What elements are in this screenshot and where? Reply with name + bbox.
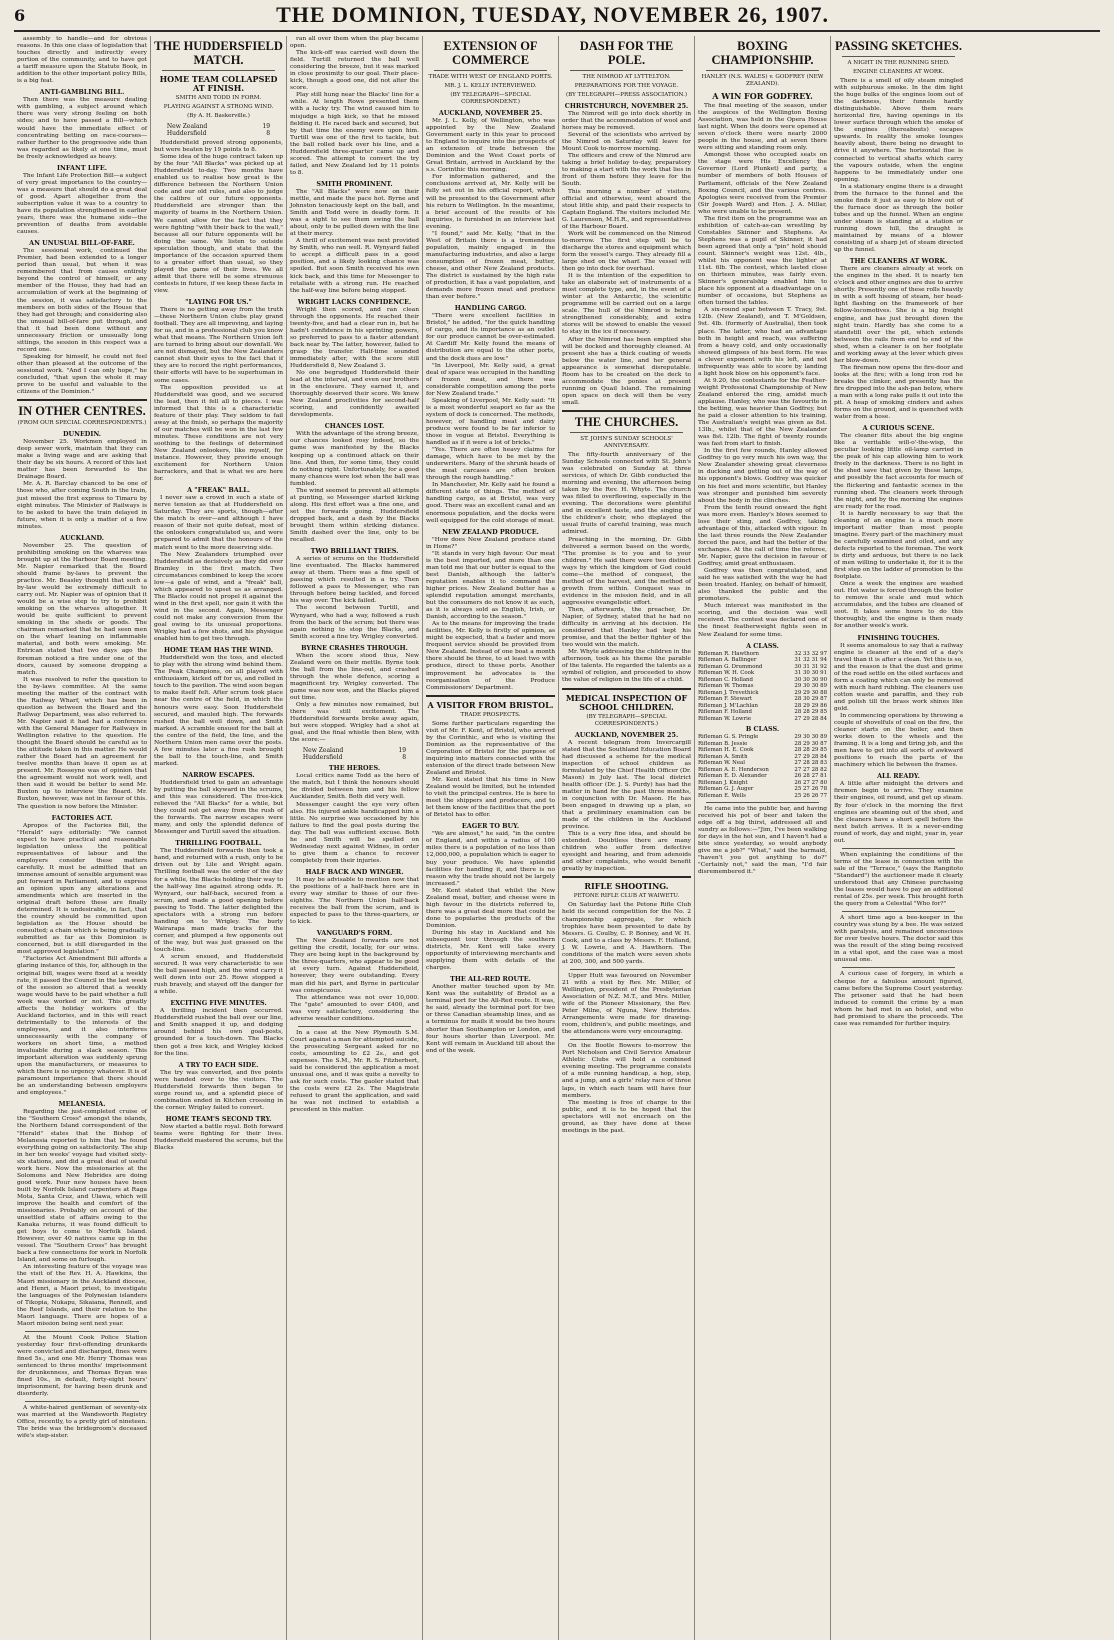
paragraph: Now started a battle royal. Both forward teams were fighting for their lives. Huddersfield mastered the scrums, but the Blacks <box>154 1123 283 1152</box>
shooter-name: Rifleman C. Holland <box>698 676 753 683</box>
subheading: HOME TEAM'S SECOND TRY. <box>165 1114 272 1123</box>
column-4 <box>422 36 558 1640</box>
shooter-score: 29 30 30 89 <box>794 683 827 690</box>
paragraph: A white-haired gentleman of seventy-six was married at the Wandsworth Registry Office, recently, to a pretty girl of nineteen. The bride was the bridegroom's deceased wife's step-sister. <box>17 1405 147 1440</box>
divider <box>842 56 955 57</box>
masthead <box>14 0 1100 32</box>
paragraph: Wright then scored, and ran clean through the opponents. He reached their twenty-five, and had a clear run in, but he hadn't confidence in his sprinting powers, so preferred to pass to a faster attendant back near by. The latter, however, failed to grasp the transfer. Half-time sounded immediately after, with the score still Huddersfield 8, New Zealand 3. <box>290 306 419 370</box>
paragraph: A scrum ensued, and Huddersfield secured. It was very characteristic to see the ball passed high, and the wind carry it well down into our 25. Rowe stopped a rush bravely, and stayed off the danger for a while. <box>154 954 283 996</box>
paragraph: It is hardly necessary to say that the cleaning of an engine is a much more important matter than most people imagine. Every part of the machinery must be carefully examined and oiled, and any defects reported to the foreman. The work is dirty and arduous, but there is no lack of men willing to undertake it, for it is the first step on the ladder of promotion to the footplate. <box>834 510 963 581</box>
result-row <box>698 773 827 780</box>
paragraph: The attendance was not over 10,000. The "gate" amounted to over £400, and was very satisfactory, considering the adverse weather conditions. <box>290 994 419 1022</box>
divider <box>17 399 147 401</box>
subheading: AUCKLAND. <box>59 533 104 542</box>
subheading: ANTI-GAMBLING BILL. <box>39 88 125 97</box>
paragraph: Then there was the measure dealing with gambling, a subject around which there was very strong feeling on both sides; and to have passed a Bill—which would have the immediate effect of concentrating betting on race-courses—rather further to the progressive side than was regarded as likely at one time, must be freely acknowledged as heavy. <box>17 97 147 160</box>
paragraph: Speaking for himself, he could not feel other than pleased at the outcome of the sessional work. "And I can only hope," he concluded, "that upon the whole it may prove to be useful and valuable to the citizens of the Dominion." <box>17 353 147 396</box>
paragraph: Mr. Kent stated that his time in New Zealand would be limited, but he intended to visit the principal centres. He is here to meet the shippers and producers, and to let them know of the facilities that the port of Bristol has to offer. <box>426 777 555 819</box>
subheading: B CLASS. <box>745 725 780 734</box>
paragraph: The New Zealanders triumphed over Huddersfield as decisively as they did over Bramley in the first match. Two circumstances combined to keep the score low—a gale of wind, and a "freak" ball, which appeared to upset us as arranged. The Blacks could not propel it against the wind in the first spell, nor gain it with the wind in the second. Again, Messenger could not make any conversion from the goal owing to its unusual proportions. Wrigley had a few shots, and his physique enabled him to get two through. <box>154 551 283 643</box>
shooter-score: 25 27 26 78 <box>794 786 827 793</box>
article-title: BOXING CHAMPIONSHIP. <box>711 39 814 67</box>
shooter-score: 28 29 29 86 <box>794 702 827 709</box>
article-title: THE HUDDERSFIELD MATCH. <box>154 39 283 67</box>
article-title: A VISITOR FROM BRISTOL. <box>427 699 554 710</box>
score-row: New Zealand 19 <box>166 123 271 130</box>
dek: HOME TEAM COLLAPSED AT FINISH. <box>159 74 278 93</box>
paragraph: Amongst those who occupied seats on the stage were His Excellency the Governor (Lord Plunket) and party, a number of members of both Houses of Parliament, officials of the New Zealand Boxing Council, and the various centres. Apologies were received from the Premier (Sir Joseph Ward) and Hon. J. A. Millar, who were unable to be present. <box>698 152 827 215</box>
score-row: Huddersfield 8 <box>166 130 271 137</box>
subheading: "LAYING FOR US." <box>185 298 252 307</box>
paragraph: Mr. A. R. Barclay chanced to be one of those who, after coming South in the train, just missed the first express to Timaru by eight minutes. The Minister of Railways is to be asked to have the train delayed in future, when it is only a matter of a few minutes. <box>17 481 147 530</box>
paragraph: From the tenth round onward the fight was more even. Hanley's blows seemed to lose their sting, and Godfrey, taking advantage of this, attacked with vigour. In the last three rounds the New Zealander forced the pace, and had the better of the exchanges. At the call of time the referee, Mr. Napier, gave the decision in favour of Godfrey, amid great enthusiasm. <box>698 504 827 568</box>
paragraph: It may be advisable to mention now that the positions of a half-back here are in every way similar to those of our five-eighths. The Northern Union half-back receives the ball from the scrum, and is expected to pass to the three-quarters, or to kick. <box>290 876 419 926</box>
newspaper-title: THE DOMINION, TUESDAY, NOVEMBER 26, 1907. <box>276 2 830 27</box>
paragraph: Godfrey was then congratulated, and said he was satisfied with the way he had been treated. Hanley, on behalf of himself, also thanked the public and the promoters. <box>698 568 827 603</box>
column-7 <box>830 36 966 1640</box>
paragraph: November 25. The question of prohibiting smoking on the wharves was brought up at the Harbour Board meeting. Mr. Napier remarked that the Board should frame by-laws to prevent the practice. Mr. Beasley thought that such a by-law would be extremely difficult to carry out. Mr. Napier was of opinion that it would be a wise step to try to prohibit smoking on the wharves altogether. It would be quite sufficient to prevent smoking in the sheds or goods. The chairman remarked that he had seen men on the wharf leaning on inflammable material, and both were smoking. Mr. Entrican stated that two days ago the foreman noticed a fire under one of the doors, caused by someone dropping a match. <box>17 542 147 676</box>
paragraph: The New Zealand forwards are not getting the credit, locally, for our wins. They are being kept in the background by the three-quarters, who appear to be good at every turn. Against Huddersfield, however, they were outstanding. Every man did his part, and Byrne in particular was conspicuous. <box>290 938 419 994</box>
divider <box>562 410 691 412</box>
shooter-score: 31 30 30 91 <box>794 670 827 677</box>
paragraph: A series of scrums on the Huddersfield line eventuated. The Blacks hammered away at them. There was a fine spell of passing which resulted in a try. Then followed a pass to Messenger, who ran through before being tackled, and forced his way over. The kick failed. <box>290 556 419 605</box>
paragraph: The opposition provided us at Huddersfield was good, and we secured the lead, then it fell all to pieces. I was informed that this is a characteristic feature of their play. They seldom to fail away at the finish, so perhaps the majority of our matches will be won in the last few minutes. These conditions are not very soothing to the feelings of determined New Zealand onlookers, like myself, for instance. However, they provide enough excitement for Northern Union barrackers, and that is what we are here for. <box>154 384 283 483</box>
subheading: FINISHING TOUCHES. <box>857 633 940 642</box>
shooter-name: Rifleman J. Trevethick <box>698 689 759 696</box>
divider <box>842 967 955 968</box>
paragraph: The first item on the programme was an exhibition of catch-as-can wrestling by Constables Skinner and Stephens. As Stephens was a pupil of Skinner, it had been agreed that only a "pin" hold should count. Skinner's weight was 12st. 4lb., whilst his opponent was the lighter at 11st. 6lb. The contest, which lasted close on thirteen minutes, was fairly even. Skinner's generalship enabled him to place his opponent at a disadvantage on a number of occasions, but Stephens as often turned the tables. <box>698 215 827 307</box>
paragraph: The kick-off was carried well down the field. Turtill returned the ball well considering the breeze, but it was marked in close proximity to our goal. Their place-kick, though a good one, did not alter the score. <box>290 50 419 92</box>
score-table <box>303 747 406 761</box>
paragraph: When the score stood thus, New Zealand were on their mettle. Byrne took the ball from the line-out, and crashed through the whole defence, scoring a magnificent try. Wrigley converted. The game was now won, and the Blacks played out time. <box>290 652 419 701</box>
paragraph: Local critics name Todd as the hero of the match, but I think the honours should be divided between him and his fellow Aucklander, Smith. Both did very well. <box>290 773 419 801</box>
shooter-score: 27 29 28 84 <box>794 715 827 722</box>
paragraph: Apropos of the Factories Bill, the "Herald" says editorially: "We cannot expect to have practical and reasonable legislation unless the political representatives of labour and the employers consider these matters carefully. It must be admitted that an immense amount of sensible argument was put forward in Parliament, and to express an opinion upon any alterations and amendments which are inserted in the original draft before these are finally determined. It is undesirable, in fact, that the country should be committed upon legislation as the House should be consulted; a chain which is being gradually submitted as far as this Dominion is concerned, but is still disregarded in the most approved legislation." <box>17 822 147 956</box>
shooter-name: Rifleman B. Jessie <box>698 740 748 747</box>
subheading: THRILLING FOOTBALL. <box>175 839 262 848</box>
subheading: TWO BRILLIANT TRIES. <box>310 547 399 556</box>
paragraph: In a case at the New Plymouth S.M. Court against a man for attempted suicide, the prosecuting Sergeant asked for no costs, amounting to £2 2s., and got expenses. The S.M., Mr. R. S. Fitzherbert, said he considered the application a most unusual one, and it was quite a novelty to ask for such costs. The gaoler stated that the costs were £2 2s. The Magistrate refused to grant the application, and said he was not inclined to establish a precedent in this matter. <box>290 1029 419 1114</box>
paragraph: The final meeting of the season, under the auspices of the Wellington Boxing Association, was held in the Opera House last night. When the doors were opened at seven o'clock there were nearly 2000 people in the house, and at seven there were sitting and standing room only. <box>698 103 827 152</box>
score-row: Huddersfield 8 <box>302 754 407 762</box>
shooter-score: 28 29 30 87 <box>794 740 827 747</box>
subheading: A CURIOUS SCENE. <box>862 424 935 433</box>
subheading: A TRY TO EACH SIDE. <box>178 1060 259 1069</box>
columns <box>14 36 1100 1640</box>
paragraph: An interesting feature of the voyage was the visit of the Rev. H. A. Hawkins, the Maori missionary in the Auckland diocese, and Henri, a Maori priest, to investigate the languages of the Polynesian islanders of Tikopia, Nukapu, Sikaiana, Rennell, and the Reef Islands, and their relation to the Maori language. There are hopes of a Maori mission being sent next year. <box>17 1264 147 1327</box>
shooter-score: 25 26 26 77 <box>794 792 827 799</box>
paragraph: The Nimrod will go into dock shortly in order that the accommodation of wool and horses may be removed. <box>562 111 691 132</box>
shooter-score: 29 29 30 88 <box>794 689 827 696</box>
divider <box>562 688 691 690</box>
subheading: A CLASS. <box>746 641 779 650</box>
shooter-name: Rifleman A. E. Henderson <box>698 766 769 773</box>
paragraph: Play still hung near the Blacks' line for a while. At length Rowe presented them with a lucky try. The wind caused him to misjudge a high kick, so that he missed fielding it. He raced back and secured, but by that time the enemy were upon him. Turtill was one of the first to tackle, but the ball rolled back over his line, and a Huddersfield three-quarter came up and scored. The attempt to convert the try failed, and New Zealand led by 11 points to 8. <box>290 92 419 176</box>
paragraph: "In Liverpool, Mr. Kelly said, a great deal of space was occupied in the handling of frozen meat, and there was considerable competition among the ports for New Zealand trade." <box>426 362 555 397</box>
shooter-score: 30 31 31 92 <box>794 663 827 670</box>
paragraph: Huddersfield tried to gain an advantage by putting the ball skyward in the scrums, and this was considered. The free-kick relieved the "All Blacks" for a while, but they could not get away from the rush of the forwards. The narrow escapes were many, and only the splendid defence of Messenger and Turtill saved the situation. <box>154 779 283 836</box>
section-title: IN OTHER CENTRES. <box>18 404 146 419</box>
paragraph: The Infant Life Protection Bill—a subject of very great importance to the country—was a measure that should do a great deal of good. Apart altogether from the subscription value it was to a country to have its population strengthened in earlier years, there was the humane side—the prevention of deaths from avoidable causes. <box>17 172 147 236</box>
paragraph: "Yes. There are often heavy claims for damage, which have to be met by the underwriters. Many of the shrunk heads of the meat carcases are often broken through the rough handling." <box>426 447 555 482</box>
shooter-score: 32 33 32 97 <box>794 650 827 657</box>
dek: ENGINE CLEANERS AT WORK. <box>852 69 945 75</box>
divider <box>162 70 275 71</box>
score-table <box>167 123 270 137</box>
divider <box>562 876 691 878</box>
subheading: HALF BACK AND WINGER. <box>305 867 404 876</box>
paragraph: Work will be commenced on the Nimrod to-morrow. The first step will be to discharge the stores and equipment which form the vessel's cargo. They already fill a large shed on the wharf. The vessel will then go into dock for overhaul. <box>562 230 691 273</box>
shooter-score: 26 27 27 80 <box>794 779 827 786</box>
shooter-name: Rifleman A. Smith <box>698 753 748 760</box>
divider <box>570 432 683 433</box>
paragraph: The second between Turtill, and Wynyard, who had a way, followed a rush from the back of the scrum; but there was again nothing to stop the Blacks, and Smith scored a fine try. Wrigley converted. <box>290 605 419 640</box>
dek: ST. JOHN'S SUNDAY SCHOOLS' ANNIVERSARY. <box>580 435 673 449</box>
dek: (FROM OUR SPECIAL CORRESPONDENTS.) <box>17 420 147 427</box>
paragraph: November 25. Workmen employed in deep sewer work, maintain that they can make a living wage and are asking that their day be six hours. A record of this last matter has been forwarded to the Drainage Board. <box>17 439 147 481</box>
page-number: 6 <box>14 5 26 25</box>
paragraph: The Huddersfield forwards then took a hand, and returned with a rush, only to be driven out by Lile and Wright again. Thrilling football was the order of the day for a while, the Blacks holding their way to the half-way line against strong odds. R. Wynyard, our half-back, secured from a scrum, and made a good opening before passing to Todd. The latter delighted the spectators with a strong run before handing on to Wrigley. The burly Wairarapa man made tracks for the corner, and plumped a few opponents out of the way, but was just grassed on the touch-line. <box>154 848 283 953</box>
subheading: INFANT LIFE. <box>57 163 107 172</box>
paragraph: With the advantage of the strong breeze, our chances looked rosy indeed, so the game was manifested by the Blacks keeping up a continued attack on their line. And then, for some time, they could do nothing right. Unfortunately, for a good many chances were lost when the ball was fumbled. <box>290 431 419 487</box>
shooter-name: Rifleman G. Drummond <box>698 663 763 670</box>
shooter-score: 28 28 29 85 <box>794 747 827 754</box>
paragraph: There is no getting away from the truth—these Northern Union clubs play grand football. They are all improving, and laying for us, and in a professional club you know what that means. The Northern Union left are turned to bring about our downfall. We are not dismayed, but the New Zealanders cannot shut their eyes to the fact that if they are to record the right performances, their efforts will have to be superhuman in some cases. <box>154 307 283 384</box>
divider <box>706 70 819 71</box>
paragraph: When explaining the conditions of the terms of the lease in connection with the sale of the "Terrace," (says the Rangitoto "Standard") the auctioneer made it clearly understood that any Chinese purchasing the leases would have to pay an additional rental of 25s. per week. This brought forth the query from a Celestial "Who for?" <box>834 851 963 908</box>
paragraph: Much interest was manifested in the scoring, and the decision was well received. The contest was declared one of the finest featherweight fights seen in New Zealand for some time. <box>698 603 827 638</box>
dek: A NIGHT IN THE RUNNING SHED. <box>847 60 950 66</box>
paragraph: Some idea of the huge contract taken up by the four "All Blacks" was picked up at Huddersfield to-day. Two months have enabled us to realise how great is the difference between the Northern Union code and our old rules, and also to judge the calibre of our future opponents. Huddersfield are stronger than the majority of teams in the Northern Union. We cannot allow for the fact that they were fighting "with their back to the wall," because all our future opponents will be doing the same. We listen to outside speculation though, and state that the importance of the occasion spurred them to a greater effort than usual, so they played the game of their lives. We all admit that there will be some strenuous contests in future, if we keep these facts in view. <box>154 154 283 294</box>
shooter-name: Rifleman G. J. Auger <box>698 786 754 793</box>
shooter-score: 28 28 29 85 <box>794 709 827 716</box>
column-2 <box>150 36 286 1640</box>
paragraph: Mr. J. L. Kelly, of Wellington, who was appointed by the New Zealand Government early in this year to proceed to England to inquire into the prospects of an extension of trade between the Dominion and the West Coast ports of Great Britain, arrived in Auckland by the s.s. Corinthic this morning. <box>426 118 555 174</box>
paragraph: It seems anomalous to say that a railway engine is cleaner at the end of a day's travel than it is after a clean. Yet this is so, and the reason is that the dust and grime of the road settle on the oiled surfaces and form a coating which can only be removed with much hard rubbing. The cleaners use cotton waste and paraffin, and they rub and polish till the brass work shines like gold. <box>834 642 963 712</box>
paragraph: In a stationary engine there is a draught from the furnace to the funnel and the smoke finds it just as easy to blow out of the furnace door as through the boiler tubes and up the funnel. When an engine under steam is standing at a station or running down hill, the draught is maintained by means of a blower consisting of a sharp jet of steam directed up the funnel. <box>834 183 963 254</box>
dek: TRADE PROSPECTS. <box>460 711 521 718</box>
subheading: NEW ZEALAND PRODUCE. <box>442 527 539 536</box>
paragraph: The wind seemed to prevent all attempts at punting, so Messenger started kicking along. His first effort was a fine one, and set the forwards going. Huddersfield dropped back, and a dash by the Blacks brought them within striking distance. Smith dashed over the line, only to be recalled. <box>290 487 419 544</box>
divider <box>570 1039 683 1040</box>
shooter-name: Rifleman E. Wells <box>698 792 746 799</box>
paragraph: Only a few minutes now remained, but there was still excitement. The Huddersfield forwards broke away again, but were stopped. Wrigley had a shot at goal, and the final whistle then blew, with the score:— <box>290 702 419 744</box>
article-title: MEDICAL INSPECTION OF SCHOOL CHILDREN. <box>565 692 688 712</box>
paragraph: The meeting is free of charge to the public, and it is to be hoped that the spectators will not encroach on the ground, as they have done at these meetings in the past. <box>562 1099 691 1134</box>
paragraph: Mr. Kent stated that whilst the New Zealand meat, butter, and cheese were in high favour in the districts referred to, there was a great deal more that could be done to popularise the products of the Dominion. <box>426 887 555 929</box>
paragraph: A curious case of forgery, in which a cheque for a fabulous amount figured, came before the Supreme Court yesterday. The prisoner said that he had been induced to commit the crime by a man whom he had met in an hotel, and who had promised to share the proceeds. The case was remanded for further inquiry. <box>834 971 963 1027</box>
results-table-a <box>698 651 827 723</box>
divider <box>706 802 819 803</box>
subheading: VANGUARD'S FORM. <box>316 929 393 938</box>
paragraph: Regarding the just-completed cruise of the "Southern Cross" amongst the islands, the Northern Island correspondent of the "Herald" states that the Bishop of Melanesia reported to him that he found everything going on satisfactorily. The ship in her ten weeks' voyage had visited sixty-six stations, and did a great deal of useful work here. Now the missionaries at the Solomons and New Hebrides are doing good work. Four new houses have been built by Norfolk Island carpenters at Raga Mota, Santa Cruz, and Ulawa, which will improve the health and comfort of the missionaries. Probably on account of the unsettled state of affairs owing to the Kanaka returns, it was found difficult to get boys to come to Norfolk Island. However, over 40 natives came up in the vessel. The "Southern Cross" has brought back a few connections for work in Norfolk Island, and some on furlough. <box>17 1109 147 1264</box>
shooter-score: 27 27 28 82 <box>794 766 827 773</box>
paragraph: For information gathered, and the conclusions arrived at, Mr. Kelly will be fully set out in his official report, which will be presented to the Government after his return to Wellington. In the meantime, a brief account of the results of his inquiries, is furnished in an interview last evening. <box>426 174 555 230</box>
shooter-name: Rifleman J. Knight <box>698 779 748 786</box>
subheading: BYRNE CRASHES THROUGH. <box>301 643 408 652</box>
dek: THE NIMROD AT LYTTELTON. <box>582 74 671 80</box>
shooter-name: Rifleman R. Hawthorn <box>698 650 760 657</box>
dek: PLAYING AGAINST A STRONG WIND. <box>163 104 274 110</box>
paragraph: This morning a number of visitors, official and otherwise, went aboard the stout little ship, and paid their respects to Captain England. The visitors included Mr. G. Laurenson, M.H.R., and representatives of the Harbour Board. <box>562 188 691 230</box>
dateline: CHRISTCHURCH, NOVEMBER 25. <box>564 102 689 110</box>
dek: PETONE RIFLE CLUB AT WAIWETU. <box>573 893 680 900</box>
paragraph: Then, afterwards, the preacher, Dr. Napier, of Sydney, stated that he had no difficulty in arriving at his decision. He considered that Hanley had kept his promise, and that the better fighter of the two would win the match. <box>562 607 691 649</box>
shooter-score: 28 30 29 87 <box>794 696 827 703</box>
column-6 <box>694 36 830 1640</box>
dateline: AUCKLAND, NOVEMBER 25. <box>438 109 543 117</box>
result-row <box>698 793 827 800</box>
subheading: CHANCES LOST. <box>324 422 385 431</box>
results-table-b <box>698 734 827 799</box>
subheading: AN UNUSUAL BILL-OF-FARE. <box>29 239 135 248</box>
divider <box>25 1401 139 1402</box>
dek: SMITH AND TODD IN FORM. <box>175 95 262 101</box>
paragraph: This is a very fine idea, and should be extended. Doubtless there are many children who suffer from defective eyesight and hearing, and from adenoids and other complaints, who would benefit greatly by inspection. <box>562 831 691 873</box>
divider <box>570 969 683 970</box>
paragraph: At the Mount Cook Police Station yesterday four first-offending drunkards were convicted and discharged, fines were fined 5s., and one Mr. Henry Thomas was sentenced to three months' imprisonment for drunkenness, and Thomas Bryan was fined 10s., in default, forty-eight hours' imprisonment, for having been drunk and disorderly. <box>17 1334 147 1398</box>
paragraph: The "All Blacks" were now on their mettle, and made the pace hot. Byrne and Johnston tenaciously kept on the ball, and Smith and Todd were in deadly form. It was a sight to see them swing the ball about, only to be pulled down with the line at their mercy. <box>290 188 419 238</box>
dek: PREPARATIONS FOR THE VOYAGE. <box>574 83 679 89</box>
result-row <box>698 716 827 723</box>
subheading: THE HEROES. <box>328 764 381 773</box>
dek: (BY TELEGRAPH—PRESS ASSOCIATION.) <box>565 92 688 98</box>
shooter-name: Rifleman W. Lowrie <box>698 715 752 722</box>
byline: (By A. H. Baskerville.) <box>187 113 250 119</box>
section-title: THE CHURCHES. <box>574 414 679 429</box>
column-3 <box>286 36 422 1640</box>
subheading: EXCITING FIVE MINUTES. <box>170 999 267 1008</box>
subheading: HOME TEAM HAS THE WIND. <box>164 646 273 655</box>
subheading: SMITH PROMINENT. <box>316 179 393 188</box>
shooter-name: Rifleman F. Stewart <box>698 696 753 703</box>
paragraph: ran all over them when the play became open. <box>290 36 419 50</box>
paragraph: It was resolved to refer the question to the by-laws committee. At the same meeting the matter of the contract with the Railway Wharf, which has been in question as between the Board and the Railway Department, was also referred to. Mr. Napier said it had had a conference with the General Manager for Railways in Wellington relative to the question. He thought the Board should be careful as to the attitude taken in this matter. He would rather the Board had an agreement for twelve months than leave it open as at present. Mr. Rosseyne was of opinion that the agreement would not work well, and then said it would be better to send Mr. Buxton up to interview the Board. Mr. Buxton, however, was not in favour of this. The question is now before the Minister. <box>17 676 147 810</box>
paragraph: During his stay in Auckland and his subsequent tour through the southern districts, Mr. Kent will take every opportunity of interviewing merchants and supplying them with details of the charges. <box>426 929 555 972</box>
divider <box>426 695 555 697</box>
subheading: MELANESIA. <box>58 1100 106 1109</box>
article-title: RIFLE SHOOTING. <box>584 881 669 892</box>
paragraph: He came into the public bar, and having received his pot of beer and taken the edge off a big thirst, addressed all and sundry as follows:—"Jim, I've been walking for days in the hot sun, and I haven't had a bite since yesterday, so would anybody give me a job?" "What," said the barmaid, "haven't you got anything to do?" "Certainly not," said the man, "I'd fair disremembered it." <box>698 806 827 876</box>
divider <box>434 70 547 71</box>
paragraph: In Manchester, Mr. Kelly said he found a different state of things. The method of handling cargo, as at Bristol, was very good. There was an excellent canal and an enormous population, and the docks were well equipped for the cold storage of meat. <box>426 482 555 524</box>
paragraph: "How does New Zealand produce stand in Home?" <box>426 536 555 550</box>
paragraph: A thrilling incident then occurred. Huddersfield rushed the ball over our line, and Smith snapped it up, and dodging around behind his own goal-posts, grounded for a touch-down. The Blacks then got a free kick, and Wrigley kicked for the line. <box>154 1008 283 1057</box>
shooter-name: Rifleman A. Ballinger <box>698 657 757 664</box>
shooter-name: Rifleman W. H. Cook <box>698 670 755 677</box>
paragraph: Huddersfield proved strong opponents, but were beaten by 19 points to 8. <box>154 140 283 154</box>
column-5 <box>558 36 694 1640</box>
shooter-name: Rifleman G. S. Pringle <box>698 734 759 741</box>
paragraph: The sessional work, continued the Premier, had been extended to a longer period than usual, but when it was remembered that from causes entirely beyond the control of himself, or any member of the House, they had had an accumulation of work at the beginning of the session, it was satisfactory to the members on both sides of the House that they had got through; and considering also the unusual bill-of-fare put through, and that it had been done without any unnecessary friction or unusually long sittings, the session in this respect was a record one. <box>17 248 147 353</box>
paragraph: assembly to handle—and for obvious reasons. In this one class of legislation that touches directly and indirectly every portion of the community, and to have got a tariff measure upon the Statute Book, in addition to the other important policy Bills, is a big feat. <box>17 36 147 85</box>
paragraph: "We are almost," he said, "in the centre of England, and within a radius of 100 miles there is a population of no less than 12,000,000, a population which is eager to buy your produce. We have splendid facilities for handling it, and there is no reason why the trade should not be largely increased." <box>426 831 555 887</box>
paragraph: "There were excellent facilities in Bristol," he added, "for the quick handling of cargo, and its importance as an outlet for our produce cannot be over-estimated. At Cardiff Mr. Kelly found the means of distribution are equal to the other ports, and the dock dues are low." <box>426 313 555 362</box>
article-title: PASSING SKETCHES. <box>835 39 962 53</box>
paragraph: Messenger caught the eye very often also. His injured ankle handicapped him a little. No surprise was occasioned by his failure to find the goal posts during the day. The ball was sufficient excuse. Both he and Smith will be spelled on Wednesday next against Widnes, in order to give them a chance to recover completely from their injuries. <box>290 801 419 864</box>
shooter-name: Rifleman W. Neal <box>698 760 745 767</box>
subheading: THE ALL-RED ROUTE. <box>450 975 531 984</box>
article-title: DASH FOR THE POLE. <box>579 39 674 67</box>
paragraph: On the Bootle Bowers to-morrow the Port Nicholson and Civil Service Amateur Athletic Clubs will hold a combined evening meeting. The programme consists of a mile running handicap, a hop, step, and a jump, and a girls' relay race of three laps, in which each team will have four members. <box>562 1043 691 1099</box>
dek: (BY TELEGRAPH—SPECIAL CORRESPONDENTS.) <box>586 713 667 727</box>
subheading: NARROW ESCAPES. <box>182 770 255 779</box>
paragraph: Mr. Whyte addressing the children in the afternoon, took as his theme the parable of the talents. He regarded the talents as a symbol of religion, and proceeded to show the value of religion in the life of a child. <box>562 649 691 684</box>
paragraph: Speaking of Liverpool, Mr. Kelly said: "It is a most wonderful seaport so far as the system of dock is concerned. The methods, however, of handling meat and dairy produce were found to be far inferior to those in vogue at Bristol. Everything is handled as if it were a lot of bricks." <box>426 397 555 447</box>
dateline: AUCKLAND, NOVEMBER 25. <box>574 730 679 739</box>
score-row: New Zealand 19 <box>302 747 407 755</box>
paragraph: On Saturday last the Petone Rifle Club held its second competition for the No. 2 championship aggregate, for which trophies have been presented to date by Messrs. G. Coulby, C. P. Bonney, and W. H. Cook, and to a class by Messrs. F. Holland, J. W. Lowrie, and A. Hawthorn. The conditions of the match were seven shots at 200, 300, and 500 yards. <box>562 902 691 965</box>
paragraph: In the first few rounds, Hanley allowed Godfrey to go very much his own way, the New Zealander showing great cleverness in ducking and getting out of the way of his opponent's blows. Godfrey was quicker on his feet and more scientific, but Hanley was stronger and punished him severely about the body in the clinches. <box>698 448 827 504</box>
shooter-name: Rifleman H. E. Cook <box>698 747 754 754</box>
divider <box>298 1026 411 1027</box>
divider <box>25 1331 139 1332</box>
paragraph: After the Nimrod has been emptied she will be docked and thoroughly cleaned. At present she has a thick coating of weeds below the water line, and her general appearance is somewhat disreputable. Room has to be created on the deck to accommodate the ponies at present running on Quail Island. The remaining open space on deck will then be very small. <box>562 336 691 406</box>
shooter-name: Rifleman W. Thomas <box>698 683 754 690</box>
paragraph: A little after midnight the drivers and firemen begin to arrive. They examine their engines, oil round, and get up steam. By four o'clock in the morning the first engines are steaming out of the shed, and the cleaners have a short spell before the next batch arrives. It is a never-ending round of work, day and night, year in, year out. <box>834 781 963 844</box>
subheading: FACTORIES ACT. <box>51 813 113 822</box>
paragraph: No one begrudged Huddersfield their lead at the interval, and even our brothers in the enclosure. They earned it, and thoroughly deserved their score. We knew New Zealand proclivities for second-half scoring, and confidently awaited developments. <box>290 370 419 419</box>
paragraph: A six-round spar between T. Tracy, 9st. 12lb. (New Zealand), and T. M'Goldsen, 9st. 4lb. (formerly of Australia), then took place. The latter, who had an advantage both in height and reach, was suffering from a heavy cold, and only occasionally showed glimpses of his best form. He was a clever exponent with his left, and not infrequently was able to score by landing a light hook blow on his opponent's face. <box>698 307 827 377</box>
paragraph: At 9.20, the contestants for the Feather-weight Professional Championship of New Zealand entered the ring, amidst much applause. Hanley, who was the favourite in the betting, was heavier than Godfrey, but he paid a closer attention to his training. The Australian's weight was given as 8st. 13lb., whilst that of the New Zealander was 8st. 12lb. The fight of twenty rounds was fast from start to finish. <box>698 377 827 448</box>
paragraph: As to the means for improving the trade facilities, Mr. Kelly is firstly of opinion, as might be expected, that a faster and more frequent service should be provided from New Zealand. Instead of one boat a month there should be three, to at least two with produce, direct to these ports. Another improvement he advocates is the reorganisation of the Produce Commissioners' Department. <box>426 621 555 691</box>
paragraph: A thrill of excitement was next provided by Smith, who ran well. R. Wynyard failed to accept a difficult pass in a good position, and a likely looking chance was spoiled. But soon Smith received his own kick back, and this time for Messenger to retaliate with a strong run. He reached the half-way line before being stopped. <box>290 238 419 294</box>
shooter-name: Rifleman E. D. Alexander <box>698 773 767 780</box>
subheading: THE CLEANERS AT WORK. <box>849 257 948 266</box>
paragraph: "It stands in very high favour. Our meat is the best imported, and more than one man told me that our butter is equal to the best Danish, although the latter's reputation enables it to command the higher prices. New Zealand butter has a splendid reputation amongst merchants, but the consumers do not know it as such, as it is always sold as English, Irish, or Danish, according to the season." <box>426 550 555 621</box>
paragraph: "I found," said Mr. Kelly, "that in the West of Britain there is a tremendous population, mainly engaged in the manufacturing industries, and also a large consumption of frozen meat, butter, cheese, and other New Zealand products. The district is sustained by the high rate of production, it has a vast population, and demands more frozen meat and produce than ever before." <box>426 230 555 301</box>
shooter-name: Rifleman J. M'Lachlan <box>698 702 758 709</box>
shooter-score: 27 28 28 83 <box>794 760 827 767</box>
paragraph: In commencing operations by throwing a couple of shovelfuls of coal on the fire, the cleaner starts on the boiler, and then works down to the wheels and the framing. It is a long and tiring job, and the men have to get into all sorts of awkward positions to reach the parts of the machinery which lie between the frames. <box>834 712 963 769</box>
divider <box>842 911 955 912</box>
paragraph: The fireman now opens the fire-door and looks at the fire; with a long iron rod he breaks the clinker, and presently has the fire dropped into the ash-pan below, where a man with a long rake pulls it out into the pit. A heap of smoking cinders and ashes forms on the ground, and is quenched with water from a hose. <box>834 364 963 421</box>
paragraph: Some further particulars regarding the visit of Mr. F. Kent, of Bristol, who arrived by the Corinthic, and who is visiting the Dominion as the representative of the Corporation of Bristol for the purpose of inquiring into matters connected with the extension of the direct trade between New Zealand and Bristol. <box>426 720 555 776</box>
subheading: WRIGHT LACKS CONFIDENCE. <box>297 297 412 306</box>
paragraph: "Factories Act Amendment Bill affords a glaring instance of this, for, although in the original bill, wages were fixed at a weekly rate, it passed the Council in the last week of the session so altered that a weekly wage would have to be paid whether a full week was worked or not. This greatly affects the holiday workers of the Auckland factories, and in this will react detrimentally to the interests of the employees, and it also interferes unnecessarily with the company of workers on short time, a method invaluable during a slack season. This important alteration was suddenly sprung upon the manufacturers, or measures to which there is no urgency whatever. It is of paramount importance that there should be an understanding between employers and employees." <box>17 956 147 1097</box>
paragraph: Preaching in the morning, Dr. Gibb delivered a sermon based on the words, "The promise is to you and to your children." He said there were two distinct ways by which the kingdom of God could come—the method of conquest, the method of the harvest, and the method of growth from within. Conquest was in evidence in the mission field, and in all aggressive evangelistic effort. <box>562 536 691 606</box>
divider <box>570 70 683 71</box>
paragraph: Huddersfield won the toss, and elected to play with the strong wind behind them. The Peak Champions, on all played with enthusiasm, kicked off for us, and rolled in touch to the pavilion. The wind soon began to make itself felt. After scrum took place near the centre of the field, in which the honours were easy. Soon Huddersfield secured, and mauled high. The forwards rushed the ball well down, and Smith marked. A scramble ensued for the ball at the centre of the field, the line, and the Northern Union men came over the posts. A few minutes later a fine rush brought the ball to the touch-line, and Smith marked. <box>154 655 283 767</box>
paragraph: Upper Hutt was favoured on November 21 with a visit by Rev. Mr. Miller, of Wellington, president of the Presbyterian Association of N.Z. M.T., and Mrs. Miller, wife of the Pioneer Missionary, the Rev. Peter Milne, of Nguna, New Hebrides. Arrangements were made for drawing-room, children's, and public meetings, and the attendances were very encouraging. <box>562 972 691 1036</box>
paragraph: Another matter touched upon by Mr. Kent was the suitability of Bristol as a terminal port for the All-Red route. It was, he said, already the terminal port for two or three Canadian steamship lines, and as a terminus for mails it would be two hours shorter than Southampton or London, and four hours shorter than Liverpool. Mr. Kent will remain in Auckland till about the end of the week. <box>426 984 555 1054</box>
paragraph: A recent telegram from Invercargill stated that the Southland Education Board had discussed a scheme for the medical inspection of school children as formulated by the Chief Health Officer (Dr. Mason) in July last. The local district health officer (Dr. J. S. Purdy) has had the matter in hand for the past three months, in conjunction with Dr. Mason. He has been engaged in drawing up a plan, so that a preliminary examination can be made of the children in the Auckland province. <box>562 739 691 831</box>
shooter-score: 26 28 27 81 <box>794 773 827 780</box>
subheading: ALL READY. <box>877 772 920 781</box>
paragraph: There is a smell of oily steam mingled with sulphurous smoke. In the dim light the huge bulks of the engines loom out of the darkness, their funnels hardly distinguishable. Above them rears horizontal fire, having openings in its lower surface through which the smoke of the engines (thereabouts) escapes upwards. In reality the smoke lounges heavily about, there being no draught to drive it anywhere. The horizontal flue is connected to vertical shafts which carry the vapours outside, when the engine happens to be immediately under one opening. <box>834 78 963 183</box>
paragraph: The try was converted, and five points were handed over to the visitors. The Huddersfield forwards then began to surge round us, and a splendid piece of combination ended in Kitchen crossing in the corner. Wrigley failed to convert. <box>154 1069 283 1111</box>
paragraph: The officers and crew of the Nimrod are taking a brief holiday to-day, preparatory to making a start with the work that lies in front of them before they leave for the South. <box>562 153 691 188</box>
article-title: EXTENSION OF COMMERCE <box>443 39 538 67</box>
paragraph: I never saw a crowd in such a state of nerve tension as that at Huddersfield on Saturday. They are sports, though—after the match is over—and although I have reason of their not quite defeat, most of the onlookers congratulated us, and were prepared to admit that the honours of the match went to the more deserving side. <box>154 495 283 551</box>
dek: A WIN FOR GODFREY. <box>712 91 813 101</box>
dek: HANLEY (N.S. WALES) v. GODFREY (NEW ZEALAND). <box>701 74 824 87</box>
paragraph: The fifty-fourth anniversary of the Sunday Schools connected with St. John's was celebrated on Sunday at three services, of which Dr. Gibb conducted the morning and evening, the afternoon being taken by the Rev. H. Whyte. The church was filled to overflowing, especially in the evening. The decorations were plentiful and in excellent taste, and the singing of the children's choir, who displayed the usual fruits of careful training, was much admired. <box>562 451 691 536</box>
shooter-name: Rifleman F. Holland <box>698 709 752 716</box>
subheading: EAGER TO BUY. <box>461 822 520 831</box>
paragraph: The cleaner flits about the big engine like a veritable will-o'-the-wisp, the peculiar looking little oil-lamp carried in the peak of his cap allowing him to work freely in the darkness. There is no light in the shed save that given by these lamps, and possibly the fact accounts for much of the flickering and fantastic scenes in the running shed. The cleaners work through the night, and by the morning the engines are ready for the road. <box>834 433 963 510</box>
shooter-score: 31 32 31 94 <box>794 657 827 664</box>
paragraph: Several of the scientists who arrived by the Nimrod on Saturday will leave for Mount Cook to-morrow morning. <box>562 132 691 153</box>
dek: (BY TELEGRAPH—SPECIAL CORRESPONDENT.) <box>450 92 531 105</box>
paragraph: It is the intention of the expedition to take an elaborate set of instruments of a most complete type, and, in the event of a winter at the Antarctic, the scientific programme will be carried out on a large scale. The hull of the Nimrod is being strengthened considerably, and extra stores will be stowed to enable the vessel to stay in the ice if necessary. <box>562 273 691 336</box>
paragraph: Once a week the engines are washed out. Hot water is forced through the boiler to remove the scale and mud which accumulates, and the tubes are cleaned of soot. It takes some hours to do this thoroughly, and the engine is then ready for another week's work. <box>834 581 963 630</box>
column-1 <box>14 36 150 1640</box>
paragraph: There are cleaners already at work on the engines in the shed. It is nearly ten o'clock and other engines are due to arrive shortly. Presently one of these rolls heavily in with a soft hissing of steam, her head-light flashing on the framework of her fellow-locomotives. She is a big freight engine, and has just brought down the night train. Hardly has she come to a standstill over the pit, which extends between the rails from end to end of the shed, when a cleaner is on her footplate and working away at the lever which gives her blow-down. <box>834 266 963 364</box>
divider <box>842 848 955 849</box>
shooter-score: 27 29 28 84 <box>794 753 827 760</box>
subheading: HANDLING CARGO. <box>454 304 527 313</box>
subheading: DUNEDIN. <box>62 430 101 439</box>
paragraph: A short time ago a bee-keeper in the country was stung by a bee. He was seized with paralysis, and remained unconscious for over twelve hours. The doctor said this was the result of the sting being received in a vital spot, and the case was a most unusual one. <box>834 915 963 964</box>
dek: TRADE WITH WEST OF ENGLAND PORTS. <box>428 74 553 80</box>
subheading: A "FREAK" BALL. <box>187 486 250 495</box>
dek: MR. J. L. KELLY INTERVIEWED. <box>444 83 537 89</box>
shooter-score: 29 30 30 89 <box>794 734 827 741</box>
shooter-score: 30 30 30 90 <box>794 676 827 683</box>
